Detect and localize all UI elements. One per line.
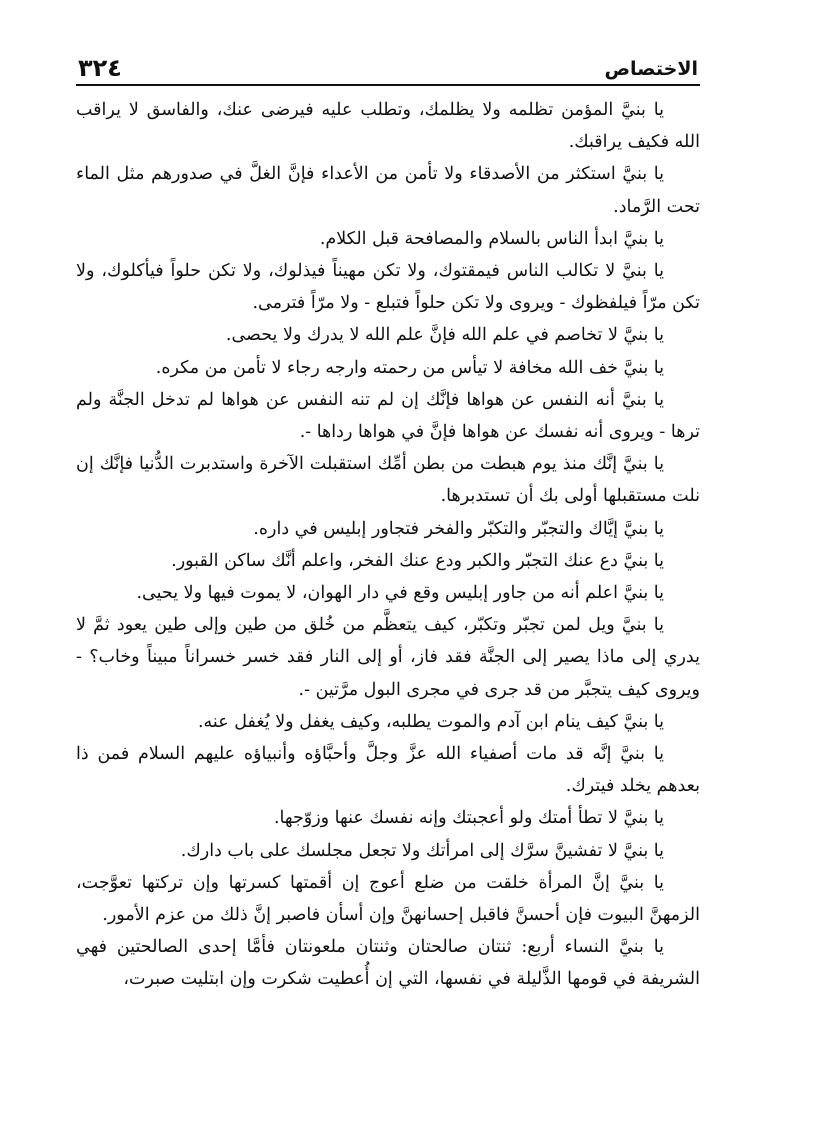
paragraph: يا بنيَّ إنَّ المرأة خلقت من ضلع أعوج إن أقمتها كسرتها وإن تركتها تعوَّجت، الزمهنَّ البيوت فإن أحسنَّ فاقبل إحسانهنَّ وإن أسأن فاصبر إنَّ ذلك من عزم الأمور. bbox=[76, 872, 700, 926]
paragraph: يا بنيَّ كيف ينام ابن آدم والموت يطلبه، وكيف يغفل ولا يُغفل عنه. bbox=[197, 711, 664, 732]
paragraph: يا بنيَّ إنَّك منذ يوم هبطت من بطن أمِّك استقبلت الآخرة واستدبرت الدُّنيا فإنَّك إن نلت مستقبلها أولى بك أن تستدبرها. bbox=[76, 454, 700, 507]
paragraph: يا بنيَّ إيَّاك والتجبّر والتكبّر والفخر فتجاور إبليس في داره. bbox=[253, 518, 664, 539]
book-page bbox=[76, 52, 700, 996]
paragraph: يا بنيَّ لا تطأ أمتك ولو أعجبتك وإنه نفسك عنها وزوّجها. bbox=[273, 808, 664, 829]
page-header bbox=[76, 52, 700, 86]
body-text bbox=[76, 94, 700, 996]
paragraph: يا بنيَّ لا تخاصم في علم الله فإنَّ علم الله لا يدرك ولا يحصى. bbox=[225, 325, 664, 346]
paragraph: يا بنيَّ أنه النفس عن هواها فإنَّك إن لم تنه النفس عن هواها لم تدخل الجنَّة ولم ترها - ويروى أنه نفسك عن هواها فإنَّ في هواها رداها -. bbox=[76, 389, 700, 443]
paragraph: يا بنيَّ اعلم أنه من جاور إبليس وقع في دار الهوان، لا يموت فيها ولا يحيى. bbox=[136, 583, 664, 604]
paragraph: يا بنيَّ خف الله مخافة لا تيأس من رحمته وارجه رجاء لا تأمن من مكره. bbox=[155, 357, 664, 378]
running-title: الاختصاص bbox=[604, 58, 698, 80]
paragraph: يا بنيَّ إنَّه قد مات أصفياء الله عزَّ وجلَّ وأحبَّاؤه وأنبياؤه عليهم السلام فمن ذا بعدهم يخلد فيترك. bbox=[76, 744, 700, 797]
paragraph: يا بنيَّ لا تكالب الناس فيمقتوك، ولا تكن مهيناً فيذلوك، ولا تكن حلواً فيأكلوك، ولا تكن مرّاً فيلفظوك - ويروى ولا تكن حلواً فتبلع - ولا مرّاً فترمى. bbox=[76, 261, 700, 314]
paragraph: يا بنيَّ ويل لمن تجبّر وتكبّر، كيف يتعظَّم من خُلق من طين وإلى طين يعود ثمَّ لا يدري إلى ماذا يصير إلى الجنَّة فقد فاز، أو إلى النار فقد خسر خسراناً مبيناً وخاب؟ - ويروى كيف يتجبَّر من قد جرى في مجرى البول مرَّتين -. bbox=[76, 615, 700, 700]
paragraph: يا بنيَّ المؤمن تظلمه ولا يظلمك، وتطلب عليه فيرضى عنك، والفاسق لا يراقب الله فكيف يراقبك. bbox=[76, 100, 700, 153]
paragraph: يا بنيَّ استكثر من الأصدقاء ولا تأمن من الأعداء فإنَّ الغلَّ في صدورهم مثل الماء تحت الرَّماد. bbox=[76, 164, 700, 217]
paragraph: يا بنيَّ دع عنك التجبّر والكبر ودع عنك الفخر، واعلم أنَّك ساكن القبور. bbox=[171, 550, 664, 571]
page-number: ٣٢٤ bbox=[78, 54, 122, 82]
paragraph: يا بنيَّ ابدأ الناس بالسلام والمصافحة قبل الكلام. bbox=[319, 228, 664, 249]
paragraph: يا بنيَّ النساء أربع: ثنتان صالحتان وثنتان ملعونتان فأمَّا إحدى الصالحتين فهي الشريفة في قومها الذَّليلة في نفسها، التي إن أُعطيت شكرت وإن ابتليت صبرت، bbox=[76, 937, 700, 990]
paragraph: يا بنيَّ لا تفشينَّ سرَّك إلى امرأتك ولا تجعل مجلسك على باب دارك. bbox=[180, 840, 664, 861]
